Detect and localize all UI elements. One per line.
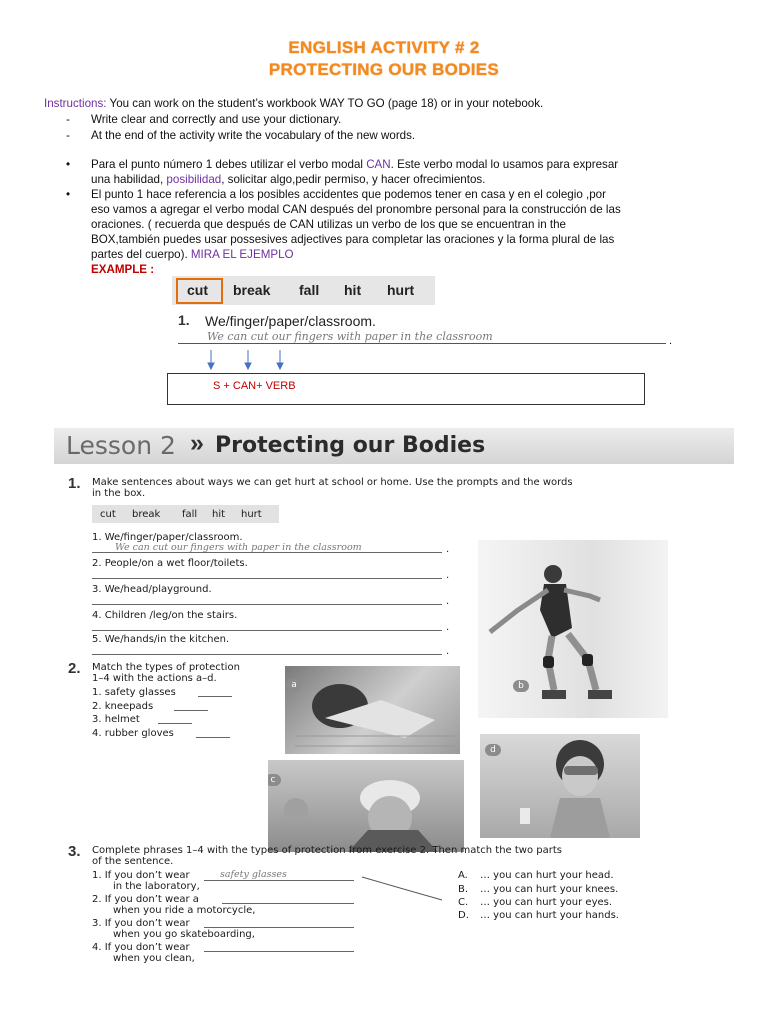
bullet-1-text-b: . Este verbo modal lo usamos para expresar [390, 158, 619, 171]
exercise-3-instructions-2: of the sentence. [92, 856, 174, 867]
word-box-item: hit [212, 509, 226, 520]
photo-gloves [285, 666, 460, 754]
example-word-box [172, 276, 435, 305]
answer-line [204, 880, 354, 881]
glasses-illustration [480, 734, 640, 838]
exercise-3-item-cont: in the laboratory, [113, 881, 200, 892]
can-highlight: CAN [366, 158, 391, 171]
bullet-1-text-a: Para el punto número 1 debes utilizar el verbo modal [91, 158, 367, 171]
period-mark: . [669, 335, 673, 347]
formula-box [167, 373, 645, 405]
period-mark: . [446, 596, 450, 607]
exercise-2-item: 1. safety glasses [92, 687, 176, 698]
example-prompt-number: 1. [178, 312, 190, 328]
photo-badge: c [268, 774, 281, 786]
exercise-3-instructions: Complete phrases 1–4 with the types of protection from exercise 2. Then match the two parts [92, 845, 562, 856]
arrow-head-icon [208, 363, 214, 369]
bullet-2-line-2: eso vamos a agregar el verbo modal CAN después del pronombre personal para la construcción de las [91, 203, 621, 216]
instructions-line [44, 96, 744, 111]
bullet-dot: • [66, 158, 71, 171]
photo-badge: a [286, 679, 302, 691]
example-word: hit [344, 282, 362, 298]
instructions-text: You can work on the student’s workbook WAY TO GO (page 18) or in your notebook. [106, 97, 544, 110]
period-mark: . [446, 544, 450, 555]
dash-item-1: Write clear and correctly and use your dictionary. [91, 113, 342, 126]
answer-line [92, 578, 442, 579]
example-word: cut [187, 282, 208, 298]
exercise-1-word-box [92, 505, 279, 523]
word-box-item: fall [182, 509, 198, 520]
example-word: hurt [387, 282, 415, 298]
exercise-2-instructions-2: 1–4 with the actions a–d. [92, 673, 217, 684]
exercise-3-item: 3. If you don’t wear [92, 918, 190, 929]
example-label: EXAMPLE : [91, 263, 155, 276]
activity-title: ENGLISH ACTIVITY # 2 [288, 38, 480, 57]
example-word: fall [299, 282, 320, 298]
bullet-dot: • [66, 188, 71, 201]
bullet-1-line-2 [91, 172, 731, 187]
bullet-2-line-1: El punto 1 hace referencia a los posibles accidentes que podemos tener en casa y en el colegio ,por [91, 188, 606, 201]
exercise-3-item-cont: when you go skateboarding, [113, 929, 255, 940]
answer-line [92, 552, 442, 553]
word-box-item: break [132, 509, 161, 520]
exercise-2-item: 2. kneepads [92, 701, 154, 712]
dash-marker: - [66, 129, 70, 142]
lesson-header [54, 428, 734, 464]
exercise-1-item: 1. We/finger/paper/classroom. [92, 532, 243, 543]
arrow-head-icon [245, 363, 251, 369]
answer-line [158, 723, 192, 724]
instructions-label: Instructions: [44, 97, 107, 110]
period-mark: . [446, 622, 450, 633]
formula-text: S + CAN+ VERB [213, 380, 296, 392]
ending-item: D. … you can hurt your hands. [458, 910, 619, 921]
period-mark: . [446, 570, 450, 581]
activity-subtitle: PROTECTING OUR BODIES [268, 60, 500, 79]
lesson-title: Protecting our Bodies [215, 433, 486, 458]
answer-line [92, 654, 442, 655]
ending-item: C. … you can hurt your eyes. [458, 897, 613, 908]
exercise-1-instructions: Make sentences about ways we can get hurt at school or home. Use the prompts and the words [92, 477, 573, 488]
bullet-2-line-3: oraciones. ( recuerda que después de CAN utilizas un verbo de los que se encuentran in the [91, 218, 566, 231]
exercise-3-number: 3. [68, 843, 81, 860]
photo-badge: d [485, 744, 501, 756]
bullet-1-text-d: , solicitar algo,pedir permiso, y hacer ofrecimientos. [221, 173, 486, 186]
match-line [360, 874, 446, 904]
arrows-diagram [200, 346, 290, 372]
exercise-1-item: 4. Children /leg/on the stairs. [92, 610, 238, 621]
exercise-2-item: 4. rubber gloves [92, 728, 174, 739]
lesson-number: Lesson 2 [66, 431, 176, 460]
example-answer: We can cut our fingers with paper in the classroom [207, 330, 493, 343]
bullet-1-text-c: una habilidad, [91, 173, 167, 186]
bullet-2-line-4: BOX,también puedes usar possesives adjectives para completar las oraciones y la forma plural de las [91, 233, 615, 246]
answer-line [92, 630, 442, 631]
posibilidad-highlight: posibilidad [166, 173, 222, 186]
photo-helmet [268, 760, 464, 852]
exercise-1-item: 3. We/head/playground. [92, 584, 212, 595]
answer-line [92, 604, 442, 605]
ending-item: A. … you can hurt your head. [458, 870, 614, 881]
answer-line [178, 343, 666, 344]
exercise-3-item-cont: when you clean, [113, 953, 195, 964]
exercise-3-item: 1. If you don’t wear [92, 870, 190, 881]
answer-line [174, 710, 208, 711]
skater-illustration [478, 540, 668, 718]
exercise-2-item: 3. helmet [92, 714, 140, 725]
bullet-2-line-5 [91, 247, 741, 262]
bullet-2-text: partes del cuerpo). [91, 248, 191, 261]
answer-line [198, 696, 232, 697]
exercise-3-item: 4. If you don’t wear [92, 942, 190, 953]
exercise-1-instructions-2: in the box. [92, 488, 146, 499]
example-prompt: We/finger/paper/classroom. [205, 313, 376, 329]
lesson-chevron: » [190, 429, 204, 457]
answer-line [204, 951, 354, 952]
dash-item-2: At the end of the activity write the vocabulary of the new words. [91, 129, 416, 142]
exercise-1-item: 2. People/on a wet floor/toilets. [92, 558, 248, 569]
period-mark: . [446, 646, 450, 657]
photo-badge: b [513, 680, 529, 692]
bullet-1-line-1 [91, 157, 731, 172]
helmet-illustration [268, 760, 464, 852]
gloves-illustration [285, 666, 460, 754]
exercise-3-answer: safety glasses [220, 869, 287, 880]
exercise-1-number: 1. [68, 475, 81, 492]
mira-el-ejemplo: MIRA EL EJEMPLO [190, 248, 294, 261]
exercise-3-item: 2. If you don’t wear a [92, 894, 199, 905]
ending-item: B. … you can hurt your knees. [458, 884, 619, 895]
exercise-3-item-cont: when you ride a motorcycle, [113, 905, 256, 916]
answer-line [222, 903, 354, 904]
word-box-item: hurt [241, 509, 262, 520]
arrow-head-icon [277, 363, 283, 369]
word-box-item: cut [100, 509, 116, 520]
photo-skater [478, 540, 668, 718]
exercise-1-item: 5. We/hands/in the kitchen. [92, 634, 230, 645]
answer-line [196, 737, 230, 738]
example-word: break [233, 282, 271, 298]
photo-safety-glasses [480, 734, 640, 838]
dash-marker: - [66, 113, 70, 126]
exercise-1-answer: We can cut our fingers with paper in the classroom [115, 542, 362, 553]
answer-line [204, 927, 354, 928]
exercise-2-instructions: Match the types of protection [92, 662, 240, 673]
exercise-2-number: 2. [68, 660, 81, 677]
